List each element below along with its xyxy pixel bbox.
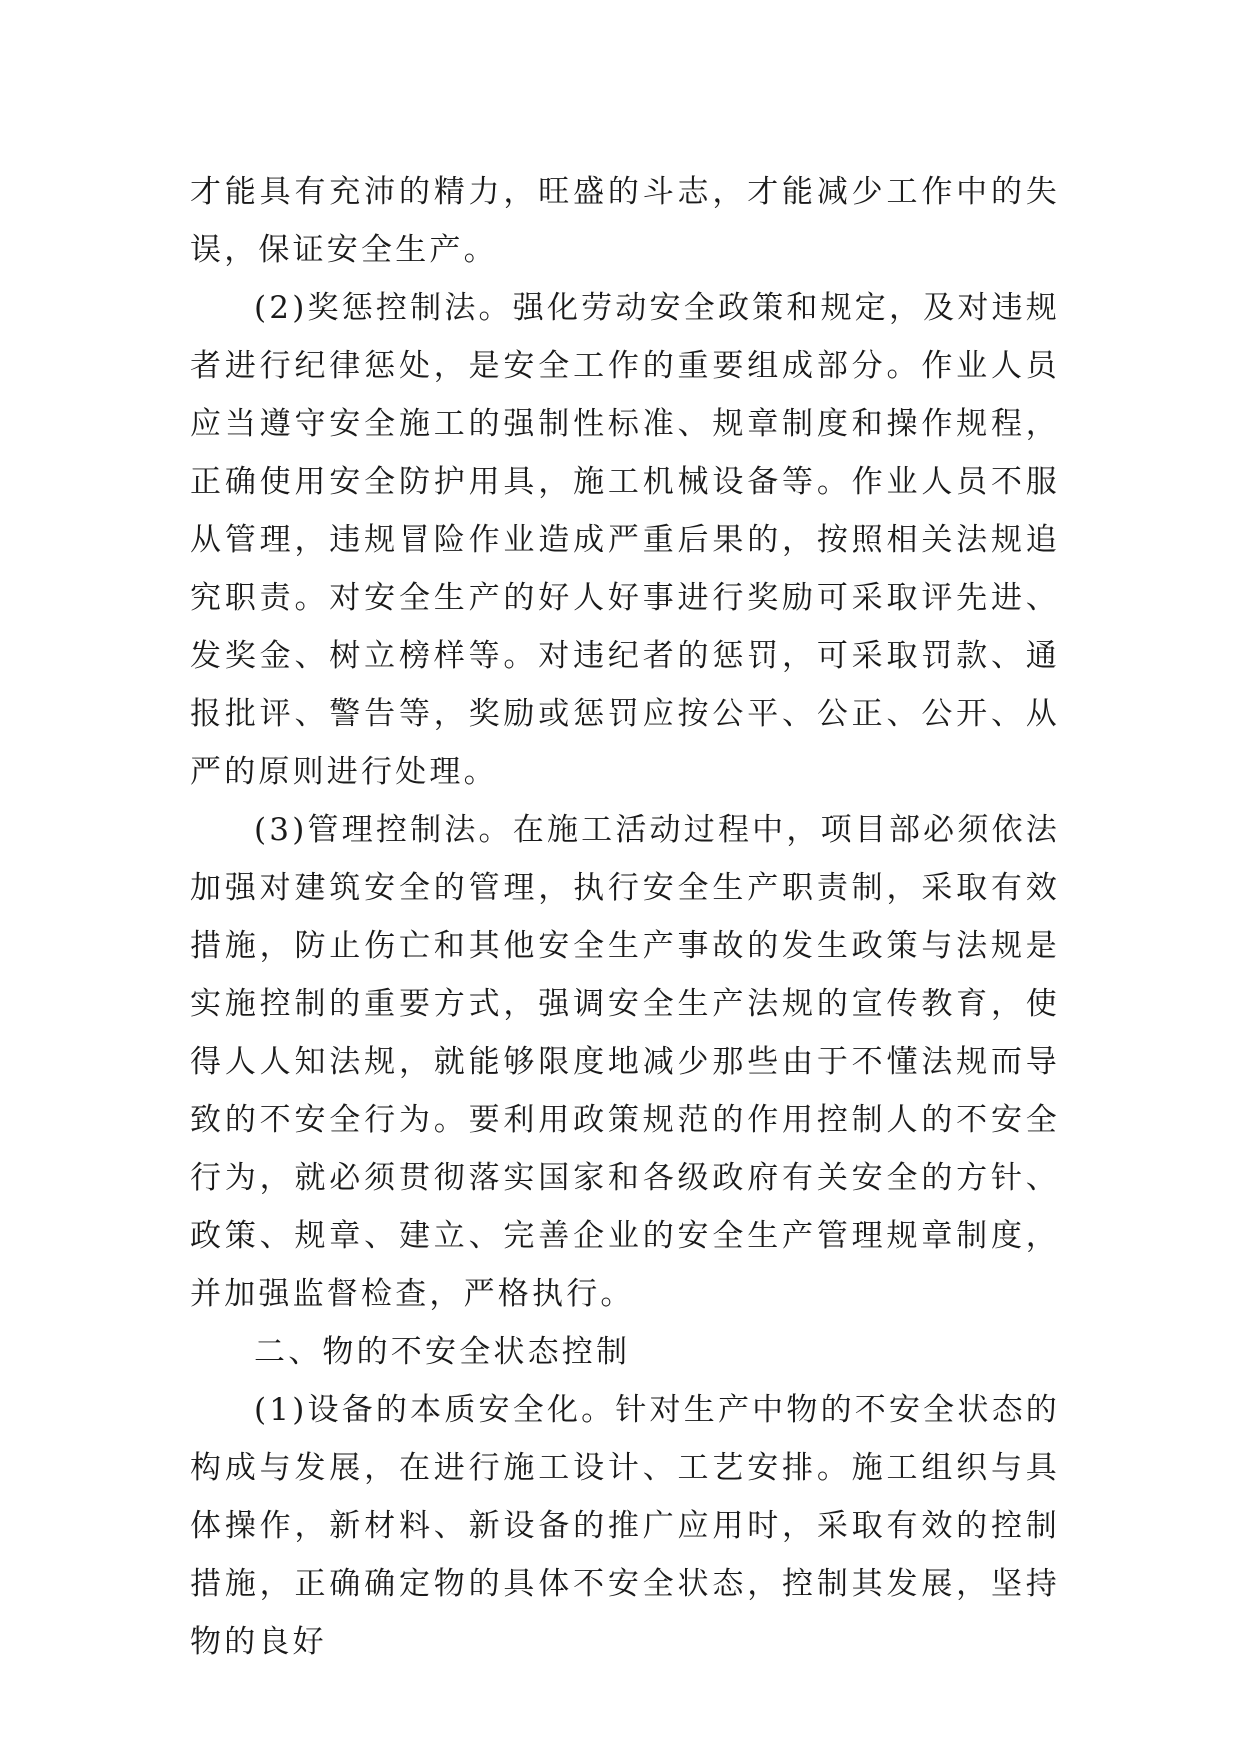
document-body bbox=[190, 163, 1060, 1671]
paragraph-reward-punishment-control: (2)奖惩控制法。强化劳动安全政策和规定，及对违规者进行纪律惩处，是安全工作的重要组成部分。作业人员应当遵守安全施工的强制性标准、规章制度和操作规程，正确使用安全防护用具，施工机械设备等。作业人员不服从管理，违规冒险作业造成严重后果的，按照相关法规追究职责。对安全生产的好人好事进行奖励可采取评先进、发奖金、树立榜样等。对违纪者的惩罚，可采取罚款、通报批评、警告等，奖励或惩罚应按公平、公正、公开、从严的原则进行处理。 bbox=[190, 290, 1060, 790]
paragraph-continuation: 才能具有充沛的精力，旺盛的斗志，才能减少工作中的失误，保证安全生产。 bbox=[190, 174, 1060, 268]
paragraph-management-control: (3)管理控制法。在施工活动过程中，项目部必须依法加强对建筑安全的管理，执行安全生产职责制，采取有效措施，防止伤亡和其他安全生产事故的发生政策与法规是实施控制的重要方式，强调安全生产法规的宣传教育，使得人人知法规，就能够限度地减少那些由于不懂法规而导致的不安全行为。要利用政策规范的作用控制人的不安全行为，就必须贯彻落实国家和各级政府有关安全的方针、政策、规章、建立、完善企业的安全生产管理规章制度，并加强监督检查，严格执行。 bbox=[190, 812, 1060, 1312]
paragraph-equipment-intrinsic-safety: (1)设备的本质安全化。针对生产中物的不安全状态的构成与发展，在进行施工设计、工艺安排。施工组织与具体操作，新材料、新设备的推广应用时，采取有效的控制措施，正确确定物的具体不安全状态，控制其发展，坚持物的良好 bbox=[190, 1392, 1060, 1660]
section-heading-unsafe-state-control: 二、物的不安全状态控制 bbox=[254, 1334, 631, 1370]
